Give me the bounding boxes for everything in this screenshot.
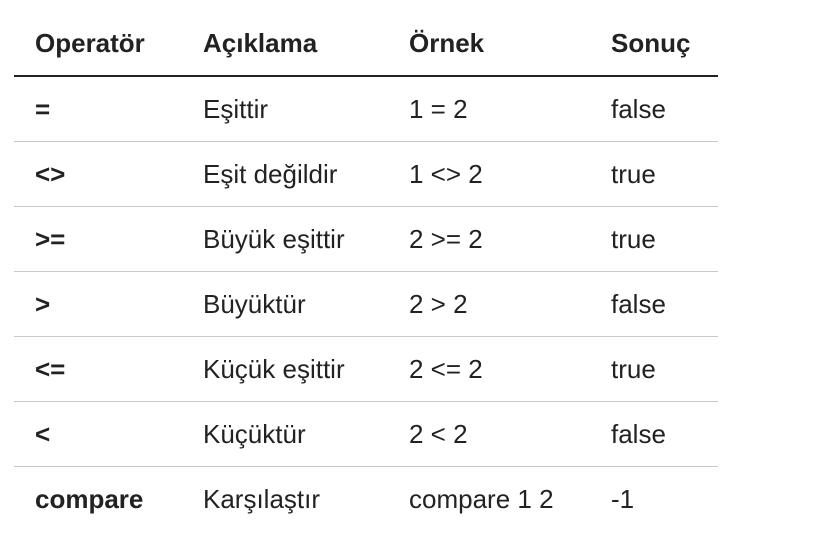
description-cell: Küçüktür <box>203 418 306 449</box>
table-row <box>14 272 718 337</box>
description-cell: Karşılaştır <box>203 484 321 514</box>
description-cell: Eşit değildir <box>203 158 338 189</box>
operators-table <box>14 12 718 532</box>
header-result: Sonuç <box>611 28 691 58</box>
table-row <box>14 402 718 467</box>
table-row <box>14 467 718 532</box>
operator-cell: compare <box>35 484 144 514</box>
result-cell: true <box>611 223 656 254</box>
example-cell: 1 = 2 <box>409 93 468 124</box>
table-row <box>14 142 718 207</box>
table-row <box>14 207 718 272</box>
result-cell: false <box>611 93 666 124</box>
example-cell: 1 <> 2 <box>409 158 483 189</box>
example-cell: compare 1 2 <box>409 484 554 514</box>
description-cell: Büyük eşittir <box>203 223 345 254</box>
example-cell: 2 > 2 <box>409 288 468 319</box>
header-example: Örnek <box>409 28 485 58</box>
example-cell: 2 >= 2 <box>409 223 483 254</box>
result-cell: true <box>611 353 656 384</box>
description-cell: Eşittir <box>203 93 268 124</box>
operator-cell: <= <box>35 353 66 384</box>
table-row <box>14 337 718 402</box>
table-row <box>14 77 718 142</box>
operator-cell: > <box>35 288 51 319</box>
description-cell: Küçük eşittir <box>203 353 345 384</box>
result-cell: false <box>611 288 666 319</box>
operator-cell: >= <box>35 223 66 254</box>
example-cell: 2 < 2 <box>409 418 468 449</box>
result-cell: -1 <box>611 484 635 514</box>
operator-cell: <> <box>35 158 66 189</box>
result-cell: true <box>611 158 656 189</box>
description-cell: Büyüktür <box>203 288 306 319</box>
header-operator: Operatör <box>35 28 145 58</box>
header-description: Açıklama <box>203 28 318 58</box>
operator-cell: = <box>35 93 51 124</box>
table-header-row <box>14 12 718 77</box>
result-cell: false <box>611 418 666 449</box>
operator-cell: < <box>35 418 51 449</box>
example-cell: 2 <= 2 <box>409 353 483 384</box>
